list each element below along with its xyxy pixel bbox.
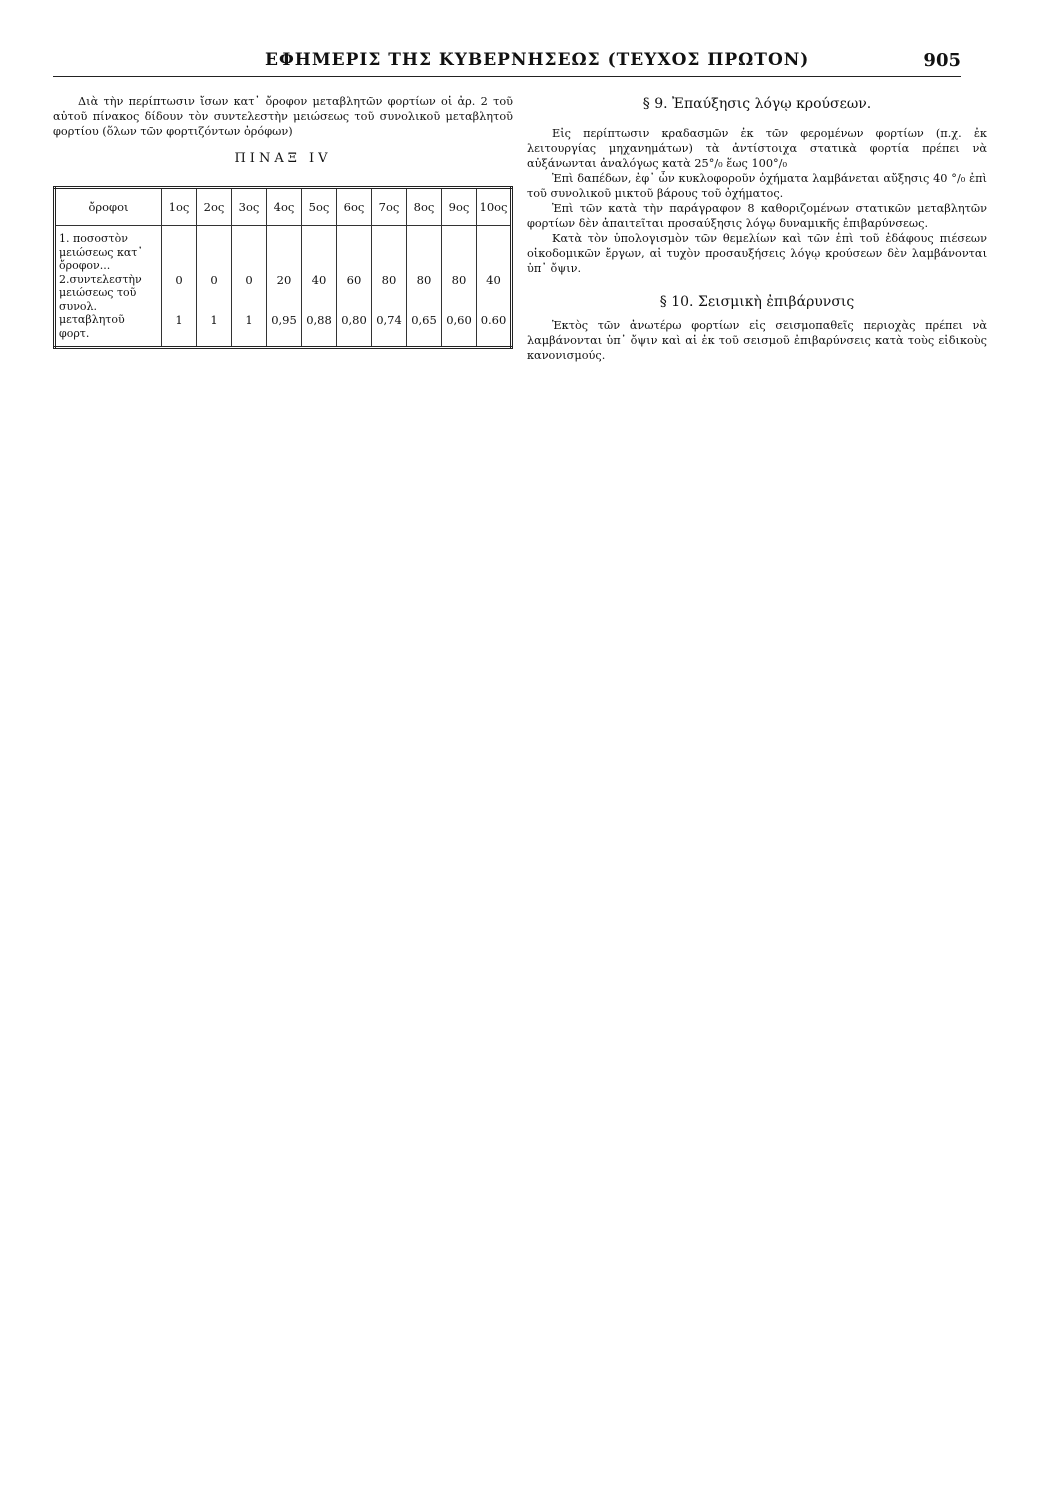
- table-row: [55, 226, 512, 348]
- reduction-coefficient: 0.60: [480, 313, 507, 327]
- table-title: ΠΙΝΑΞ IV: [234, 151, 332, 166]
- reduction-coefficient: 0,80: [341, 313, 367, 327]
- reduction-percent: 80: [416, 273, 432, 287]
- reduction-coefficient: 1: [245, 313, 253, 327]
- col-header: 3ος: [232, 188, 267, 226]
- section-10-heading: § 10. Σεισμικὴ ἐπιβάρυνσις: [659, 294, 855, 310]
- reduction-coefficient: 0,88: [306, 313, 332, 327]
- value-cell: [232, 226, 267, 348]
- reduction-table: [53, 186, 513, 349]
- value-cell: [372, 226, 407, 348]
- section-10-paragraph-1: Ἐκτὸς τῶν ἀνωτέρω φορτίων εἰς σεισμοπαθεῖς περιοχὰς πρέπει νὰ λαμβάνονται ὑπ᾽ ὄψιν καὶ αἱ ἐκ τοῦ σεισμοῦ ἐπιβαρύνσεις κατὰ τοὺς εἰδικοὺς κανονισμούς.: [527, 319, 987, 362]
- reduction-coefficient: 0,95: [271, 313, 297, 327]
- right-column: [527, 94, 987, 363]
- reduction-coefficient: 0,74: [376, 313, 402, 327]
- table-header-row: [55, 188, 512, 226]
- section-9-heading: § 9. Ἐπαύξησις λόγῳ κρούσεων.: [642, 96, 872, 112]
- col-header: 2ος: [197, 188, 232, 226]
- section-9-paragraph-4: Κατὰ τὸν ὑπολογισμὸν τῶν θεμελίων καὶ τῶν ἐπὶ τοῦ ἐδάφους πιέσεων οἰκοδομικῶν ἔργων, αἱ τυχὸν προσαυξήσεις λόγῳ κρούσεων δὲν λαμβάνονται ὑπ᾽ ὄψιν.: [527, 232, 987, 275]
- section-9-paragraph-1: Εἰς περίπτωσιν κραδασμῶν ἐκ τῶν φερομένων φορτίων (π.χ. ἐκ λειτουργίας μηχανημάτων) τὰ ἀντίστοιχα στατικὰ φορτία πρέπει νὰ αὐξάνωνται ἀναλόγως κατὰ 25°/₀ ἕως 100°/₀: [527, 127, 987, 170]
- col-header: 4ος: [267, 188, 302, 226]
- col-header: 5ος: [302, 188, 337, 226]
- value-cell: [162, 226, 197, 348]
- gazette-title: ΕΦΗΜΕΡΙΣ ΤΗΣ ΚΥΒΕΡΝΗΣΕΩΣ (ΤΕΥΧΟΣ ΠΡΩΤΟΝ): [265, 50, 810, 70]
- reduction-percent: 40: [486, 273, 501, 287]
- reduction-percent: 0: [175, 273, 183, 287]
- value-cell: [302, 226, 337, 348]
- left-column: [53, 94, 513, 349]
- value-cell: [337, 226, 372, 348]
- section-9-paragraph-2: Ἐπὶ δαπέδων, ἐφ᾽ ὧν κυκλοφοροῦν ὀχήματα λαμβάνεται αὔξησις 40 °/₀ ἐπὶ τοῦ συνολικοῦ μικτοῦ βάρους τοῦ ὀχήματος.: [527, 172, 987, 200]
- value-cell: [197, 226, 232, 348]
- page-number: 905: [923, 50, 961, 71]
- col-header: 1ος: [162, 188, 197, 226]
- reduction-percent: 80: [451, 273, 467, 287]
- reduction-percent: 0: [210, 273, 218, 287]
- col-header: 9ος: [442, 188, 477, 226]
- col-header: 6ος: [337, 188, 372, 226]
- page-header: [53, 50, 961, 77]
- value-cell: [407, 226, 442, 348]
- col-header: 8ος: [407, 188, 442, 226]
- reduction-percent: 40: [311, 273, 327, 287]
- reduction-percent: 20: [276, 273, 292, 287]
- value-cell: [442, 226, 477, 348]
- reduction-percent: 0: [245, 273, 253, 287]
- table-corner-cell: ὄροφοι: [55, 188, 162, 226]
- reduction-percent: 80: [381, 273, 397, 287]
- value-cell: [477, 226, 512, 348]
- row-label: 1. ποσοστὸν μειώσεως κατ᾽ ὄροφον... 2.συντελεστὴν μειώσεως τοῦ συνολ. μεταβλητοῦ φορτ.: [55, 226, 162, 348]
- reduction-coefficient: 0,65: [411, 313, 437, 327]
- col-header: 7ος: [372, 188, 407, 226]
- reduction-coefficient: 0,60: [446, 313, 472, 327]
- reduction-percent: 60: [346, 273, 362, 287]
- reduction-coefficient: 1: [175, 313, 183, 327]
- intro-paragraph: Διὰ τὴν περίπτωσιν ἴσων κατ᾽ ὄροφον μεταβλητῶν φορτίων οἱ ἀρ. 2 τοῦ αὐτοῦ πίνακος δίδουν τὸν συντελεστὴν μειώσεως τοῦ συνολικοῦ μεταβλητοῦ φορτίου (ὅλων τῶν φορτιζόντων ὀρόφων): [53, 95, 513, 138]
- col-header: 10ος: [477, 188, 512, 226]
- reduction-coefficient: 1: [210, 313, 218, 327]
- section-9-paragraph-3: Ἐπὶ τῶν κατὰ τὴν παράγραφον 8 καθοριζομένων στατικῶν μεταβλητῶν φορτίων δὲν ἀπαιτεῖται προσαύξησις λόγῳ δυναμικῆς ἐπιβαρύνσεως.: [527, 202, 987, 230]
- value-cell: [267, 226, 302, 348]
